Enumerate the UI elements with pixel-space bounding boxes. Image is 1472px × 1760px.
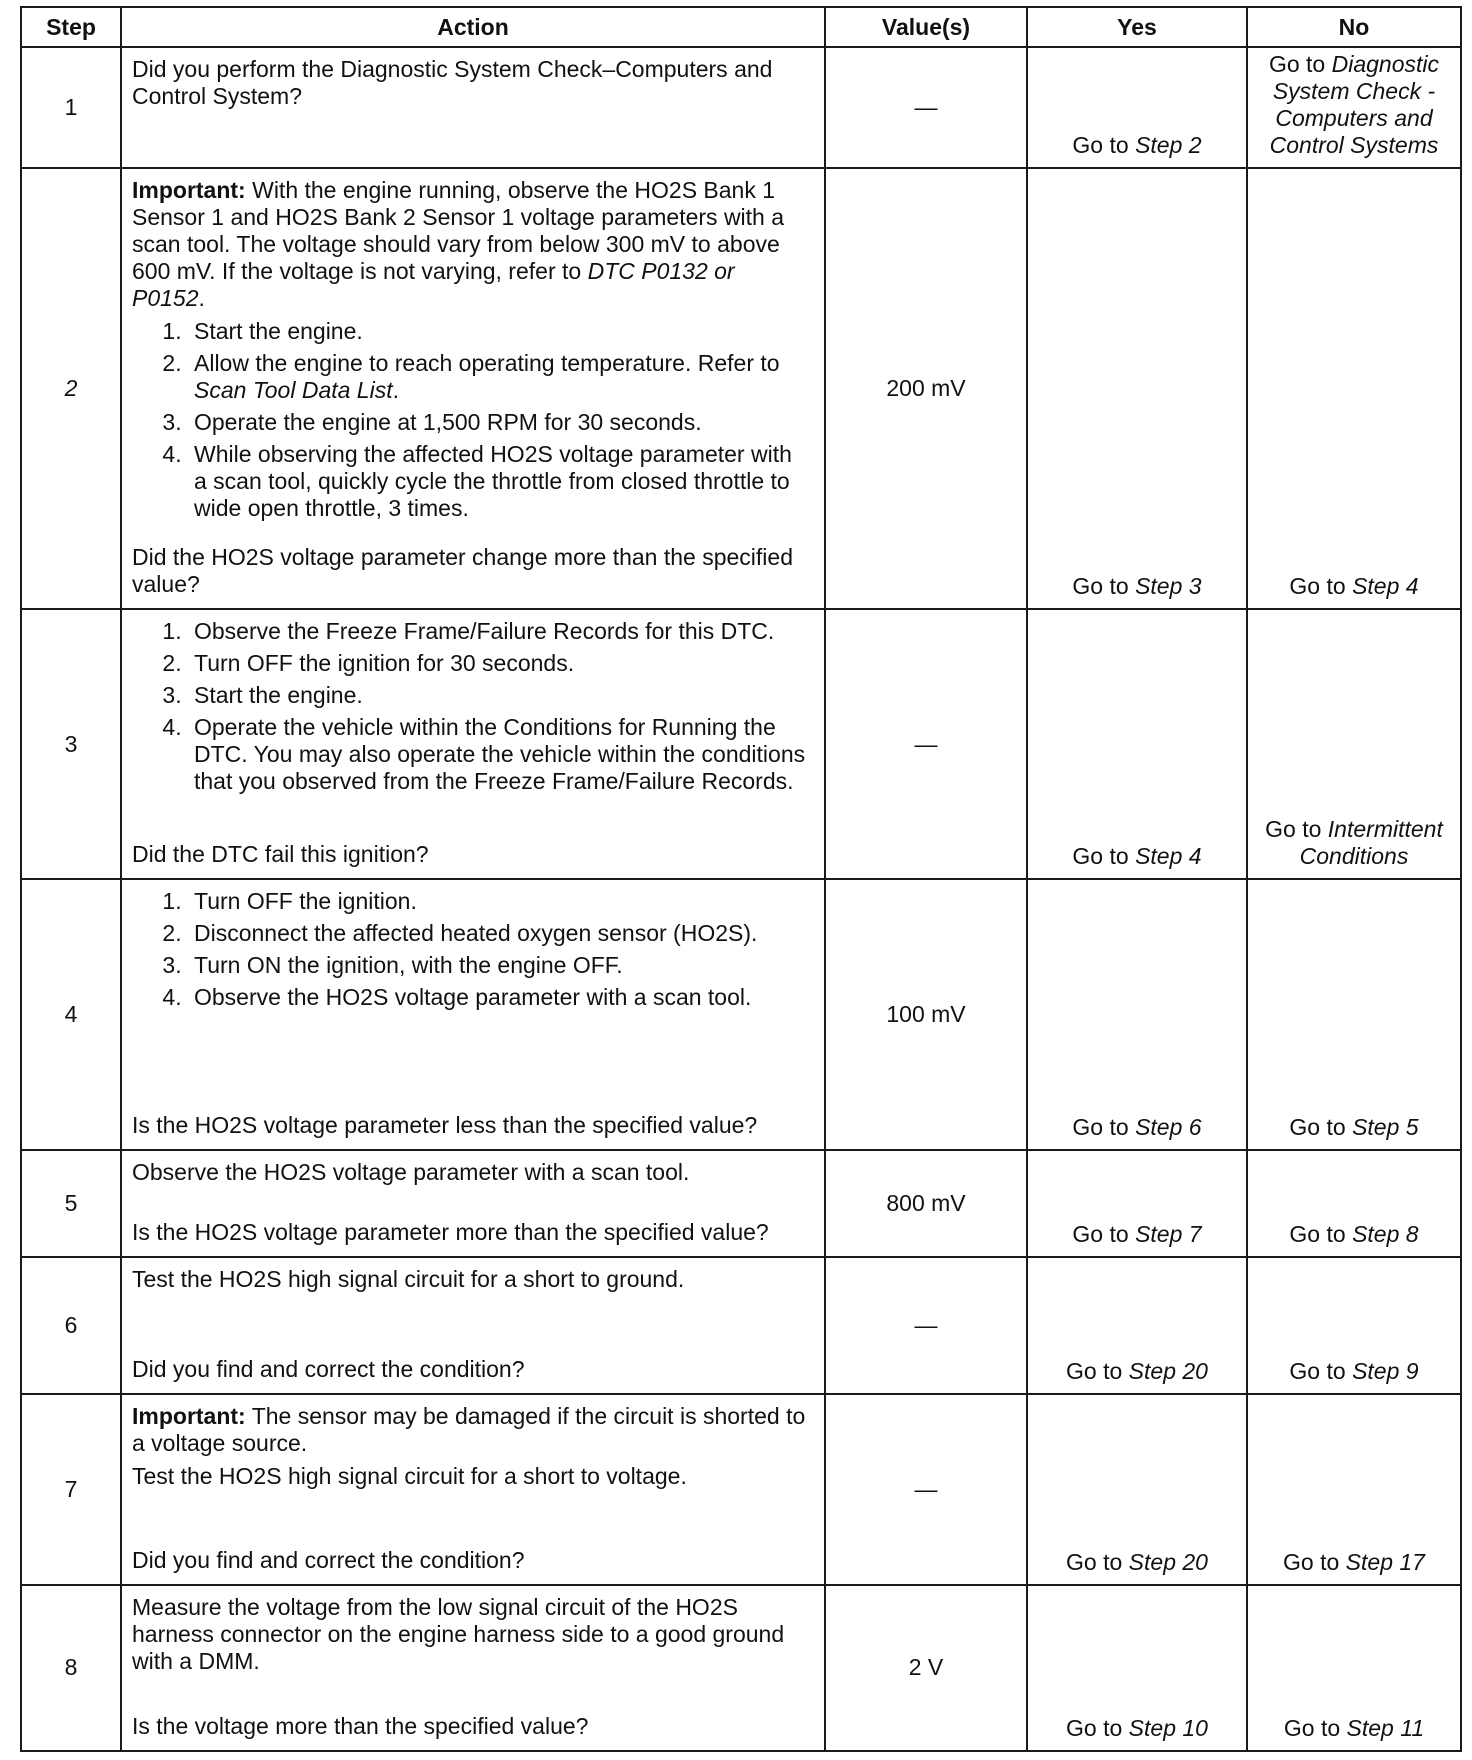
- no-prefix: Go to: [1265, 816, 1322, 843]
- question: Is the HO2S voltage parameter more than the specified value?: [132, 1218, 769, 1245]
- no-cell: [1247, 879, 1461, 1150]
- no-prefix: Go to: [1289, 1220, 1346, 1247]
- step-number: 3: [21, 609, 121, 880]
- action-cell: [121, 609, 825, 880]
- value-cell: —: [825, 1394, 1027, 1585]
- no-cell: [1247, 1150, 1461, 1257]
- action-text: Test the HO2S high signal circuit for a short to ground.: [132, 1265, 685, 1292]
- yes-prefix: Go to: [1066, 1715, 1123, 1741]
- step-list: [132, 318, 808, 527]
- yes-cell: [1027, 879, 1247, 1150]
- value-cell: —: [825, 47, 1027, 168]
- important-label: Important:: [132, 176, 246, 203]
- table-row: [21, 1585, 1461, 1751]
- yes-prefix: Go to: [1066, 1358, 1123, 1385]
- no-cell: [1247, 47, 1461, 168]
- action-cell: [121, 1585, 825, 1751]
- step-number: 5: [21, 1150, 121, 1257]
- important-text: With the engine running, observe the HO2S Bank 1 Sensor 1 and HO2S Bank 2 Sensor 1 voltage parameters with a scan tool. The voltage should vary from below 300 mV to above 600 mV. If the voltage is not varying, refer to: [132, 176, 785, 284]
- yes-cell: [1027, 1257, 1247, 1394]
- question: Is the HO2S voltage parameter less than the specified value?: [132, 1112, 758, 1139]
- step-number: 6: [21, 1257, 121, 1394]
- header-step: Step: [21, 7, 121, 47]
- no-prefix: Go to: [1289, 1358, 1346, 1385]
- header-yes: Yes: [1027, 7, 1247, 47]
- table-row: [21, 609, 1461, 880]
- yes-step-link[interactable]: Step 3: [1135, 572, 1202, 599]
- action-text: Observe the HO2S voltage parameter with a scan tool.: [132, 1159, 690, 1186]
- table-row: [21, 168, 1461, 609]
- yes-step-link[interactable]: Step 10: [1128, 1715, 1208, 1741]
- list-item: 4. Observe the HO2S voltage parameter with a scan tool.: [188, 984, 808, 1011]
- question: Did the HO2S voltage parameter change more than the specified value?: [132, 543, 793, 597]
- table-row: [21, 1394, 1461, 1585]
- table-row: [21, 879, 1461, 1150]
- no-step-link[interactable]: Step 17: [1345, 1548, 1425, 1575]
- question: Is the voltage more than the specified value?: [132, 1713, 589, 1739]
- no-step-link[interactable]: Step 11: [1346, 1715, 1425, 1741]
- punctuation: .: [392, 376, 399, 403]
- header-row: [21, 7, 1461, 47]
- yes-cell: [1027, 609, 1247, 880]
- action-text: Did you perform the Diagnostic System Check–Computers and Control System?: [132, 56, 773, 109]
- yes-step-link[interactable]: Step 7: [1135, 1220, 1202, 1247]
- yes-prefix: Go to: [1072, 572, 1129, 599]
- question: Did the DTC fail this ignition?: [132, 841, 429, 868]
- no-prefix: Go to: [1268, 50, 1326, 77]
- scan-tool-data-list-link[interactable]: Scan Tool Data List: [194, 376, 393, 403]
- list-item: [188, 350, 808, 404]
- yes-prefix: Go to: [1072, 1220, 1129, 1247]
- step-number: 2: [21, 168, 121, 609]
- table-row: [21, 47, 1461, 168]
- no-cell: [1247, 1394, 1461, 1585]
- no-step-link[interactable]: Step 5: [1352, 1114, 1419, 1141]
- yes-step-link[interactable]: Step 20: [1128, 1358, 1208, 1385]
- action-cell: [121, 168, 825, 609]
- no-step-link[interactable]: Diagnostic System Check - Computers and Control Systems: [1269, 50, 1440, 158]
- punctuation: .: [198, 284, 205, 311]
- important-text: The sensor may be damaged if the circuit is shorted to a voltage source.: [132, 1403, 806, 1457]
- list-item: 1. Start the engine.: [188, 318, 808, 345]
- action-text: Test the HO2S high signal circuit for a short to voltage.: [132, 1463, 687, 1490]
- step-list: [132, 888, 808, 1016]
- no-step-link[interactable]: Step 8: [1352, 1220, 1419, 1247]
- no-prefix: Go to: [1283, 1715, 1341, 1741]
- yes-step-link[interactable]: Step 2: [1135, 131, 1202, 158]
- no-cell: [1247, 168, 1461, 609]
- question: Did you find and correct the condition?: [132, 1546, 525, 1573]
- important-label: Important:: [132, 1403, 246, 1430]
- yes-cell: [1027, 1150, 1247, 1257]
- list-item-text: Allow the engine to reach operating temperature. Refer to: [194, 349, 780, 376]
- value-cell: 2 V: [825, 1585, 1027, 1751]
- header-action: Action: [121, 7, 825, 47]
- header-no: No: [1247, 7, 1461, 47]
- action-cell: [121, 47, 825, 168]
- list-item: 1. Observe the Freeze Frame/Failure Records for this DTC.: [188, 618, 808, 645]
- yes-cell: [1027, 1394, 1247, 1585]
- question: Did you find and correct the condition?: [132, 1356, 525, 1383]
- value-cell: —: [825, 609, 1027, 880]
- list-item: 4. Operate the vehicle within the Conditions for Running the DTC. You may also operate the vehicle within the conditions that you observed from the Freeze Frame/Failure Records.: [188, 714, 808, 795]
- header-values: Value(s): [825, 7, 1027, 47]
- action-cell: [121, 1257, 825, 1394]
- diagnostic-table: [20, 6, 1462, 1752]
- step-number: 8: [21, 1585, 121, 1751]
- no-step-link[interactable]: Step 4: [1352, 572, 1419, 599]
- table-row: [21, 1150, 1461, 1257]
- no-cell: [1247, 1257, 1461, 1394]
- list-item: 1. Turn OFF the ignition.: [188, 888, 808, 915]
- list-item: 3. Start the engine.: [188, 682, 808, 709]
- no-cell: [1247, 609, 1461, 880]
- list-item: 3. Turn ON the ignition, with the engine OFF.: [188, 952, 808, 979]
- yes-prefix: Go to: [1072, 131, 1129, 158]
- yes-prefix: Go to: [1066, 1548, 1123, 1575]
- yes-cell: [1027, 47, 1247, 168]
- action-cell: [121, 1394, 825, 1585]
- table-row: [21, 1257, 1461, 1394]
- list-item: 4. While observing the affected HO2S voltage parameter with a scan tool, quickly cycle the throttle from closed throttle to wide open throttle, 3 times.: [188, 441, 808, 522]
- list-item: 2. Turn OFF the ignition for 30 seconds.: [188, 650, 808, 677]
- no-step-link[interactable]: Step 9: [1352, 1358, 1419, 1385]
- yes-cell: [1027, 1585, 1247, 1751]
- no-prefix: Go to: [1283, 1548, 1340, 1575]
- value-cell: 800 mV: [825, 1150, 1027, 1257]
- step-number: 7: [21, 1394, 121, 1585]
- yes-prefix: Go to: [1072, 1114, 1129, 1141]
- yes-step-link[interactable]: Step 4: [1135, 843, 1202, 870]
- dtc-reference-link[interactable]: DTC P0132 or P0152: [132, 257, 735, 311]
- yes-cell: [1027, 168, 1247, 609]
- important-note: [132, 177, 808, 312]
- yes-step-link[interactable]: Step 20: [1128, 1548, 1208, 1575]
- step-list: [132, 618, 808, 800]
- step-number: 4: [21, 879, 121, 1150]
- no-step-link[interactable]: Intermittent Conditions: [1299, 816, 1443, 870]
- value-cell: —: [825, 1257, 1027, 1394]
- action-cell: [121, 879, 825, 1150]
- yes-prefix: Go to: [1072, 843, 1129, 870]
- action-text: Measure the voltage from the low signal circuit of the HO2S harness connector on the engine harness side to a good ground with a DMM.: [132, 1593, 785, 1674]
- value-cell: 100 mV: [825, 879, 1027, 1150]
- step-number: 1: [21, 47, 121, 168]
- important-note: [132, 1403, 808, 1457]
- no-cell: [1247, 1585, 1461, 1751]
- list-item: 2. Disconnect the affected heated oxygen sensor (HO2S).: [188, 920, 808, 947]
- action-cell: [121, 1150, 825, 1257]
- no-prefix: Go to: [1289, 1114, 1346, 1141]
- list-item: 3. Operate the engine at 1,500 RPM for 30 seconds.: [188, 409, 808, 436]
- value-cell: 200 mV: [825, 168, 1027, 609]
- no-prefix: Go to: [1289, 572, 1346, 599]
- yes-step-link[interactable]: Step 6: [1135, 1114, 1202, 1141]
